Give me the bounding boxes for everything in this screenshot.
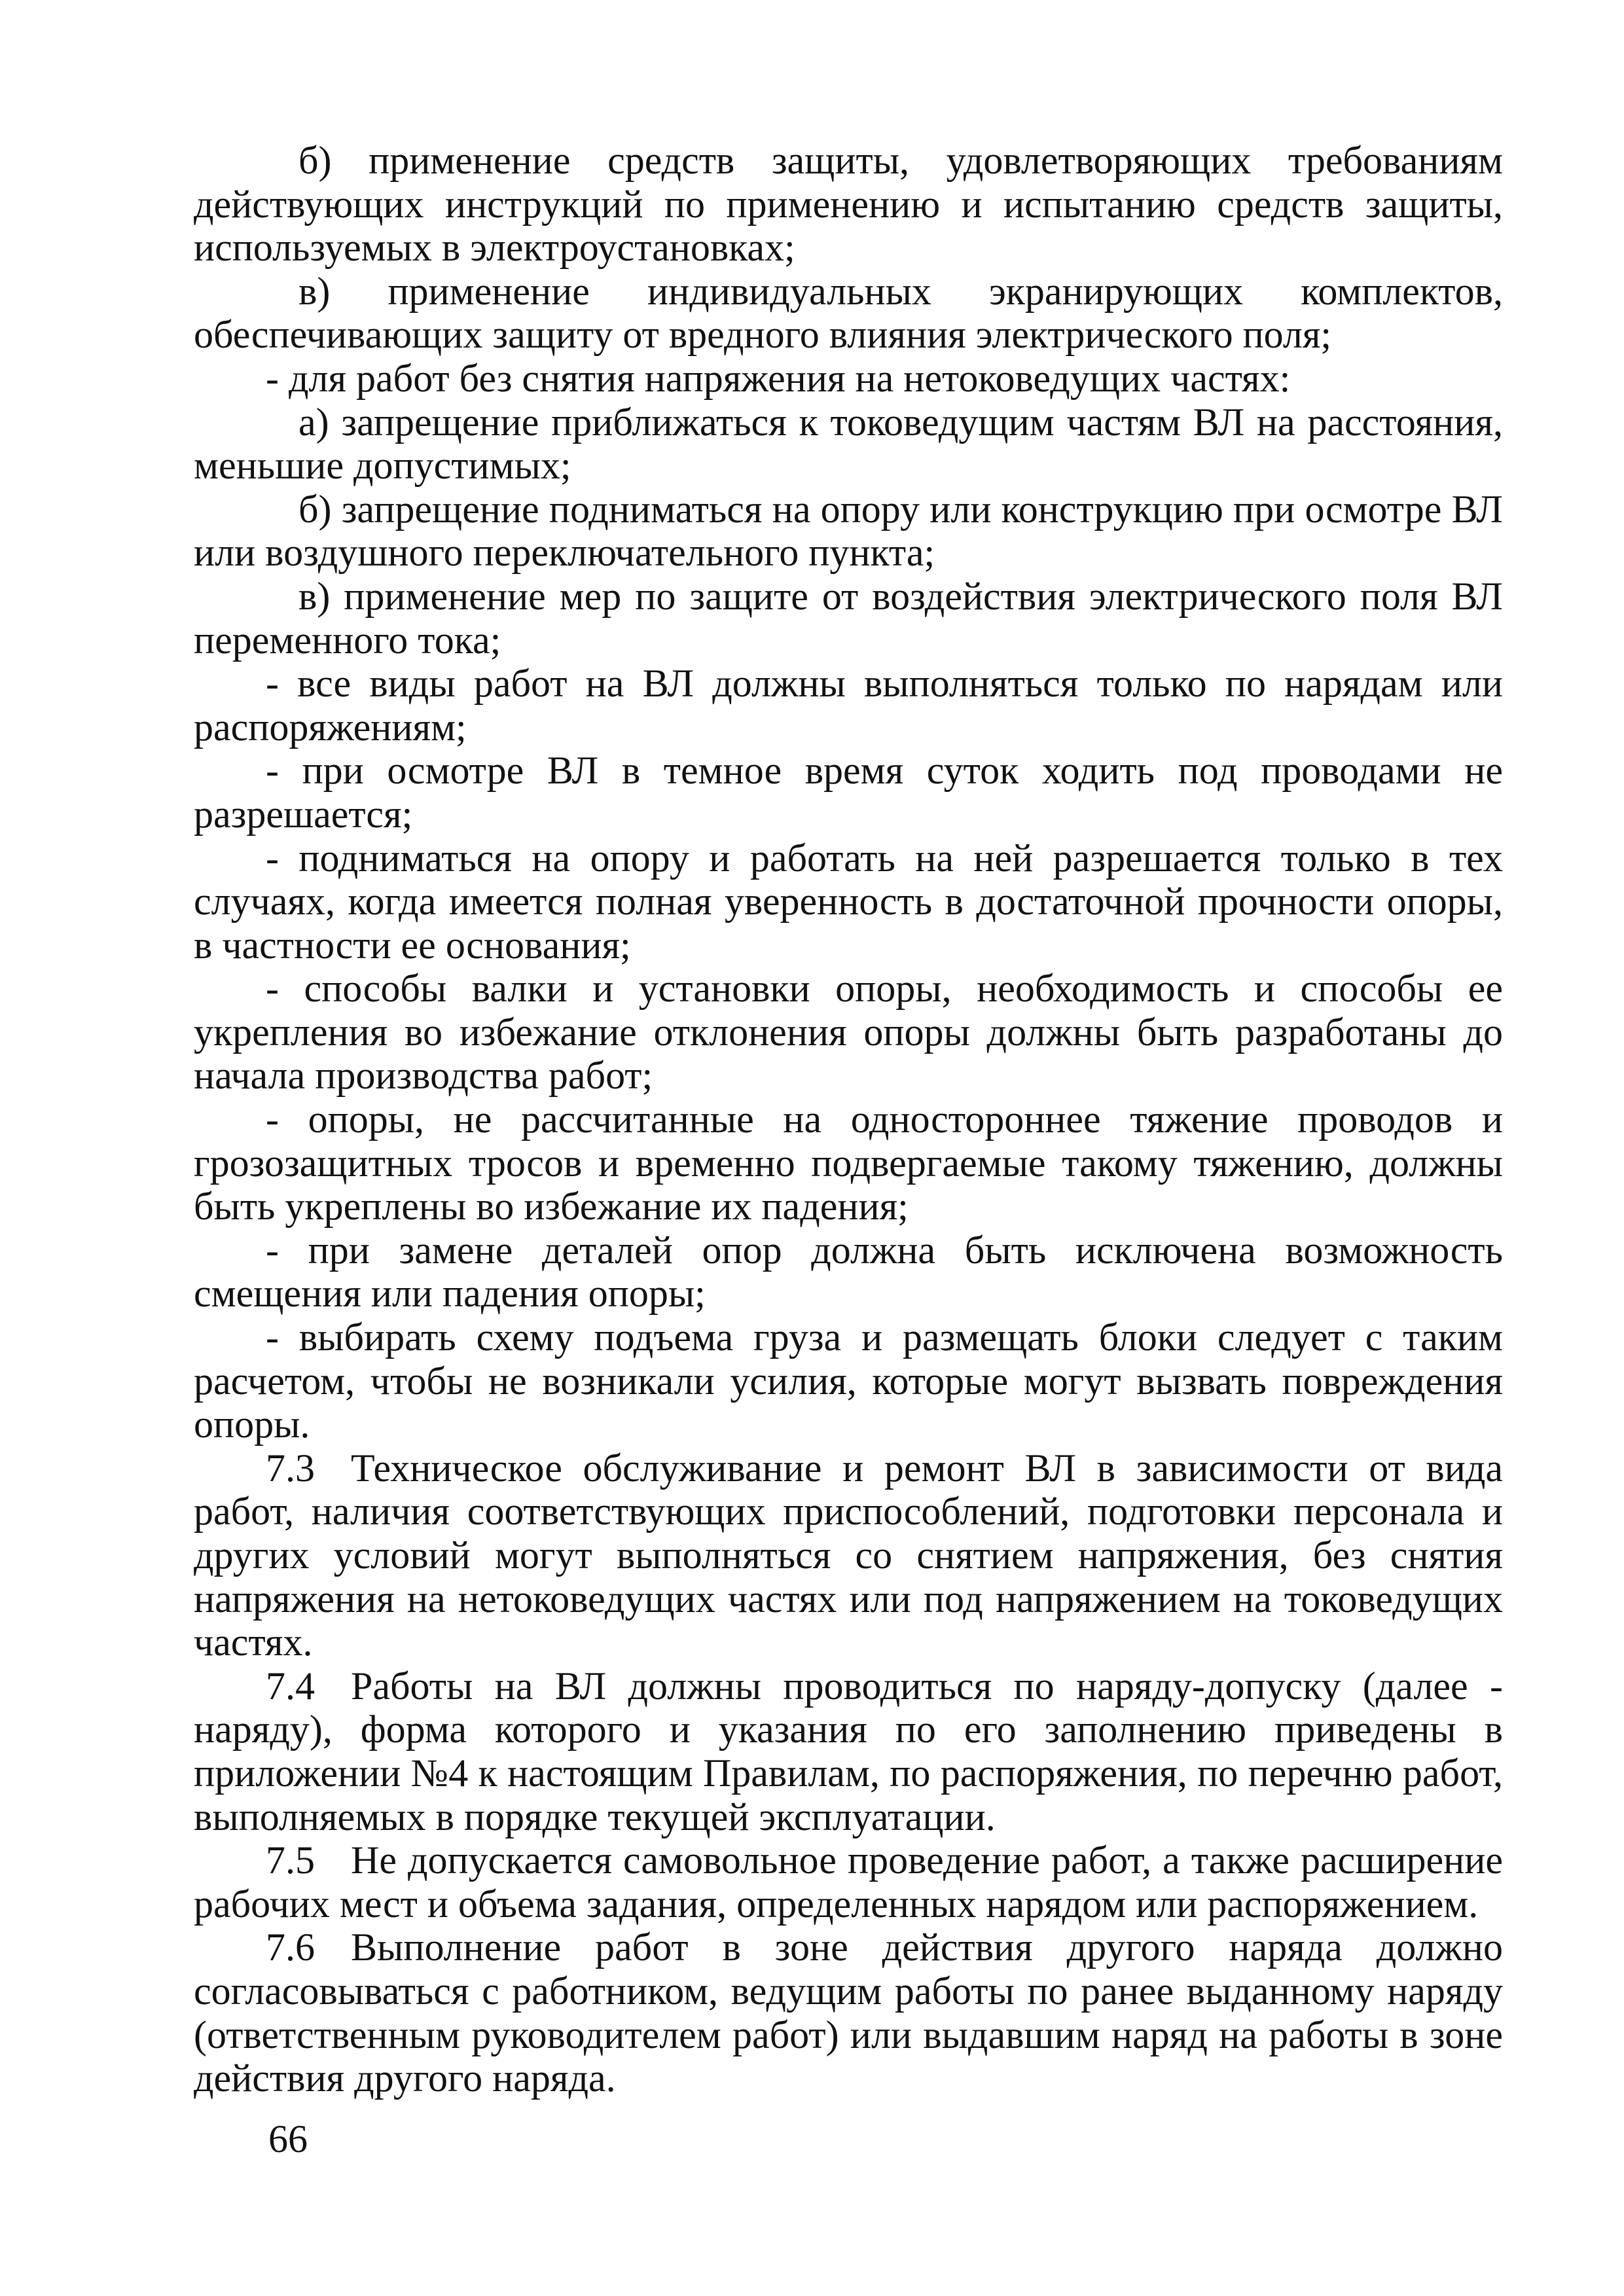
clause-number: 7.6	[266, 1926, 315, 1969]
paragraph-dash-live-free-parts: - для работ без снятия напряжения на нетоковедущих частях:	[266, 356, 1291, 400]
paragraph-dash-replacing-parts: - при замене деталей опор должна быть исключена возможность смещения или падения опоры;	[194, 1228, 1503, 1316]
page-number: 66	[268, 2117, 308, 2161]
paragraph-sub-v-field-protection: в) применение мер по защите от воздействия электрического поля ВЛ переменного тока;	[194, 574, 1503, 662]
clause-number: 7.5	[266, 1839, 315, 1882]
clause-7-5	[194, 1839, 1503, 1926]
paragraph-dash-night-inspection: - при осмотре ВЛ в темное время суток ходить под проводами не разрешается;	[194, 749, 1503, 836]
paragraph-sub-b-climb-ban: б) запрещение подниматься на опору или конструкцию при осмотре ВЛ или воздушного переключательного пункта;	[194, 487, 1503, 575]
clause-7-6	[194, 1926, 1503, 2100]
paragraph-dash-climbing-support: - подниматься на опору и работать на ней разрешается только в тех случаях, когда имеется полная уверенность в достаточной прочности опоры, в частности ее основания;	[194, 836, 1503, 967]
paragraph-dash-felling-methods: - способы валки и установки опоры, необходимость и способы ее укрепления во избежание отклонения опоры должны быть разработаны до начала производства работ;	[194, 967, 1503, 1098]
paragraph-sub-a-approach-ban: а) запрещение приближаться к токоведущим частям ВЛ на расстояния, меньшие допустимых;	[194, 400, 1503, 488]
paragraph-dash-lifting-scheme: - выбирать схему подъема груза и размещать блоки следует с таким расчетом, чтобы не возникали усилия, которые могут вызвать повреждения опоры.	[194, 1316, 1503, 1446]
clause-7-3	[194, 1446, 1503, 1664]
clause-text: Техническое обслуживание и ремонт ВЛ в зависимости от вида работ, наличия соответствующих приспособлений, подготовки персонала и других условий могут выполняться со снятием напряжения, без снятия напряжения на нетоковедущих частях или под напряжением на токоведущих частях.	[194, 1446, 1503, 1664]
clause-text: Выполнение работ в зоне действия другого наряда должно согласовываться с работником, ведущим работы по ранее выданному наряду (ответственным руководителем работ) или выдавшим наряд на работы в зоне действия другого наряда.	[194, 1926, 1503, 2100]
clause-number: 7.4	[266, 1664, 315, 1708]
paragraph-dash-work-orders: - все виды работ на ВЛ должны выполняться только по нарядам или распоряжениям;	[194, 662, 1503, 749]
paragraph-sub-b-protective-means: б) применение средств защиты, удовлетворяющих требованиям действующих инструкций по применению и испытанию средств защиты, используемых в электроустановках;	[194, 139, 1503, 270]
clause-text: Работы на ВЛ должны проводиться по наряду-допуску (далее - наряду), форма которого и указания по его заполнению приведены в приложении №4 к настоящим Правилам, по распоряжения, по перечню работ, выполняемых в порядке текущей эксплуатации.	[194, 1664, 1503, 1839]
document-body	[194, 139, 1503, 2100]
paragraph-sub-v-shielding-kits: в) применение индивидуальных экранирующих комплектов, обеспечивающих защиту от вредного влияния электрического поля;	[194, 269, 1503, 357]
clause-number: 7.3	[266, 1446, 315, 1490]
clause-text: Не допускается самовольное проведение работ, а также расширение рабочих мест и объема задания, определенных нарядом или распоряжением.	[194, 1839, 1503, 1926]
paragraph-dash-one-sided-tension: - опоры, не рассчитанные на одностороннее тяжение проводов и грозозащитных тросов и временно подвергаемые такому тяжению, должны быть укреплены во избежание их падения;	[194, 1098, 1503, 1229]
clause-7-4	[194, 1664, 1503, 1839]
